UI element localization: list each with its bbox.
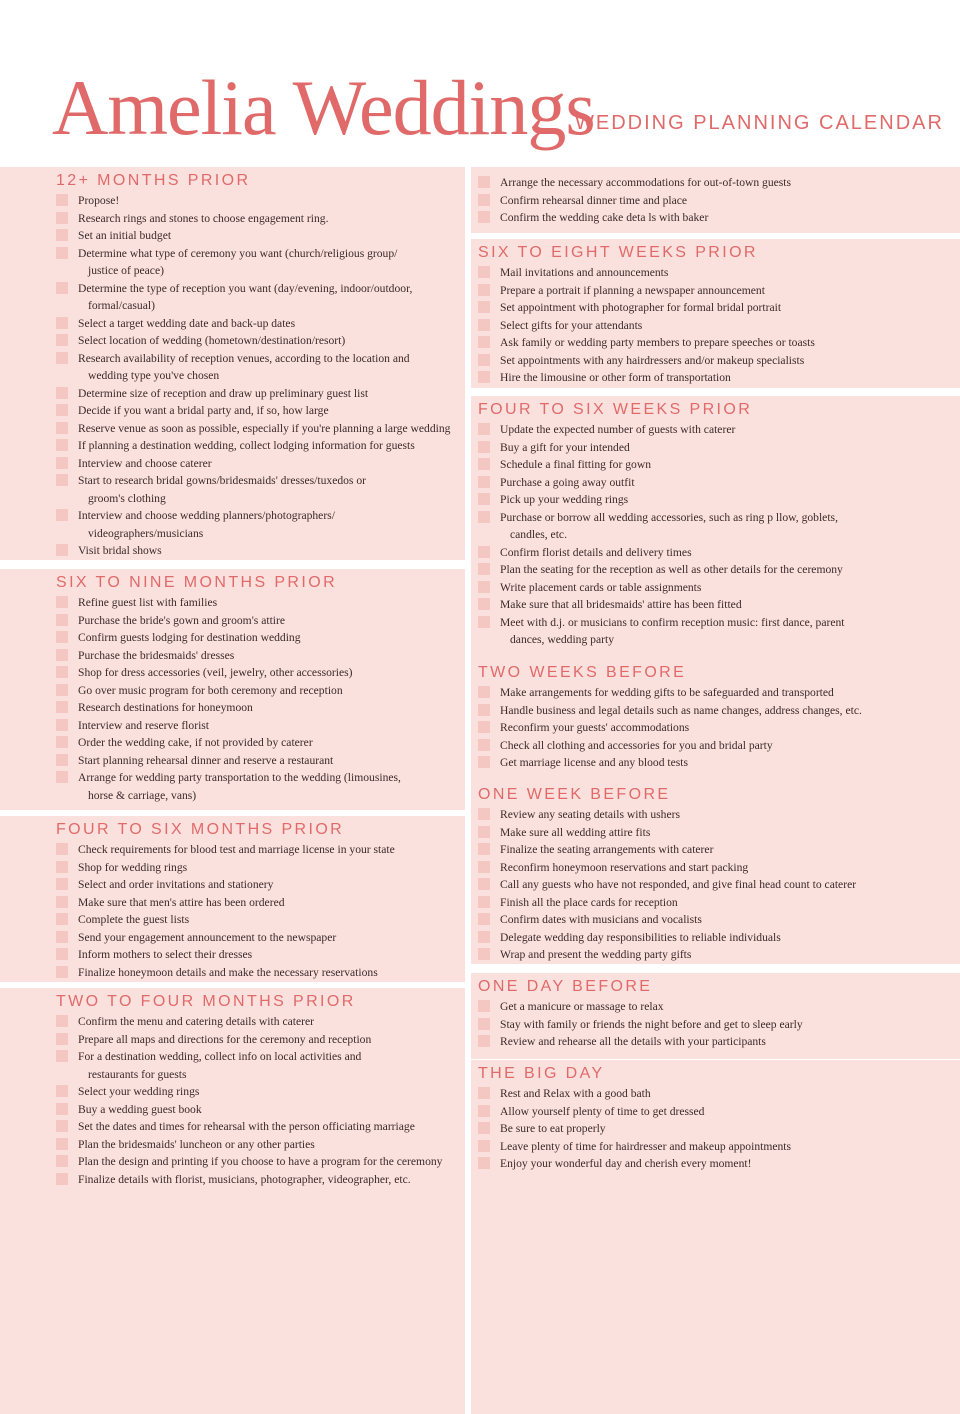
checkbox[interactable]	[478, 266, 490, 278]
item-text: Arrange the necessary accommodations for out-of-town guests	[500, 176, 792, 189]
checklist-item	[56, 402, 465, 420]
checkbox[interactable]	[56, 861, 68, 873]
item-text: Complete the guest lists	[78, 913, 190, 926]
checklist-item	[56, 1013, 465, 1031]
checklist-item	[478, 209, 960, 227]
checklist-item	[478, 509, 960, 544]
checkbox[interactable]	[478, 301, 490, 313]
checkbox[interactable]	[478, 581, 490, 593]
checklist-item	[56, 929, 465, 947]
checkbox[interactable]	[56, 334, 68, 346]
checklist-item	[56, 769, 465, 804]
checklist-item	[56, 1171, 465, 1189]
checklist-item	[478, 719, 960, 737]
checkbox[interactable]	[56, 1155, 68, 1167]
item-text: Determine what type of ceremony you want (church/religious group/	[78, 246, 398, 260]
item-text: Set appointments with any hairdressers and/or makeup specialists	[500, 353, 805, 367]
checkbox[interactable]	[56, 457, 68, 469]
checkbox[interactable]	[56, 966, 68, 978]
checkbox[interactable]	[478, 931, 490, 943]
checklist-item	[56, 612, 465, 630]
checklist-item	[478, 894, 960, 912]
checkbox[interactable]	[56, 1050, 68, 1062]
checklist-item	[478, 317, 960, 335]
checkbox[interactable]	[478, 336, 490, 348]
checkbox[interactable]	[56, 913, 68, 925]
checklist-item	[478, 1155, 960, 1173]
item-text: Finish all the place cards for reception	[500, 895, 678, 909]
section-title: ONE WEEK BEFORE	[478, 786, 671, 803]
checkbox[interactable]	[56, 387, 68, 399]
checklist-item	[56, 876, 465, 894]
calendar-section	[0, 167, 465, 560]
item-text: Select gifts for your attendants	[500, 318, 643, 332]
item-text: Be sure to eat properly	[500, 1122, 606, 1135]
checklist-item	[478, 439, 960, 457]
checkbox[interactable]	[478, 194, 490, 206]
checkbox[interactable]	[478, 878, 490, 890]
item-text: Hire the limousine or other form of transportation	[500, 371, 731, 384]
checkbox[interactable]	[56, 948, 68, 960]
checklist-item	[56, 315, 465, 333]
checkbox[interactable]	[56, 194, 68, 206]
checkbox[interactable]	[56, 1138, 68, 1150]
item-text: Confirm guests lodging for destination wedding	[78, 631, 301, 644]
checklist-item	[478, 299, 960, 317]
checkbox[interactable]	[56, 596, 68, 608]
item-text: Interview and choose caterer	[78, 456, 212, 470]
checkbox[interactable]	[56, 229, 68, 241]
checkbox[interactable]	[478, 686, 490, 698]
item-text: Make sure all wedding attire fits	[500, 825, 651, 839]
checklist-item	[478, 614, 960, 649]
section-title: SIX TO EIGHT WEEKS PRIOR	[478, 244, 758, 261]
checkbox[interactable]	[56, 896, 68, 908]
item-text: Select a target wedding date and back-up dates	[78, 316, 296, 330]
item-text: Finalize details with florist, musicians, photographer, videographer, etc.	[78, 1172, 411, 1186]
checklist-item	[56, 542, 465, 560]
checklist-item	[56, 911, 465, 929]
item-text-continued: videographers/musicians	[88, 526, 204, 540]
checklist-item	[56, 192, 465, 210]
item-text: Purchase or borrow all wedding accessories, such as ring p llow, goblets,	[500, 510, 838, 524]
checkbox[interactable]	[56, 1120, 68, 1132]
checkbox[interactable]	[56, 701, 68, 713]
checkbox[interactable]	[478, 1018, 490, 1030]
item-text: Shop for wedding rings	[78, 860, 188, 874]
checkbox[interactable]	[56, 771, 68, 783]
item-text: Make sure that all bridesmaids' attire has been fitted	[500, 598, 742, 611]
checkbox[interactable]	[478, 1157, 490, 1169]
item-text: Handle business and legal details such as name changes, address changes, etc.	[500, 703, 862, 717]
item-text-continued: restaurants for guests	[88, 1067, 187, 1081]
checklist-item	[478, 876, 960, 894]
calendar-section	[471, 781, 960, 964]
checkbox[interactable]	[478, 826, 490, 838]
checklist-item	[56, 717, 465, 735]
item-text: Confirm the wedding cake deta ls with baker	[500, 211, 709, 224]
checkbox[interactable]	[478, 493, 490, 505]
item-text: Start planning rehearsal dinner and reserve a restaurant	[78, 753, 334, 767]
checkbox[interactable]	[56, 317, 68, 329]
checklist-item	[56, 1136, 465, 1154]
item-text: Select location of wedding (hometown/destination/resort)	[78, 334, 346, 347]
checkbox[interactable]	[478, 704, 490, 716]
item-text: Schedule a final fitting for gown	[500, 458, 652, 471]
item-text: Determine size of reception and draw up preliminary guest list	[78, 386, 369, 400]
item-text: Reconfirm your guests' accommodations	[500, 721, 690, 734]
checkbox[interactable]	[478, 616, 490, 628]
checkbox[interactable]	[478, 1000, 490, 1012]
item-text: Reconfirm honeymoon reservations and start packing	[500, 860, 749, 874]
checkbox[interactable]	[56, 1033, 68, 1045]
checklist-item	[478, 1120, 960, 1138]
checkbox[interactable]	[478, 211, 490, 223]
checkbox[interactable]	[56, 247, 68, 259]
checkbox[interactable]	[56, 1103, 68, 1115]
checkbox[interactable]	[478, 739, 490, 751]
item-text-continued: dances, wedding party	[510, 633, 614, 646]
calendar-section	[0, 988, 465, 1414]
checklist-item	[478, 754, 960, 772]
item-text: For a destination wedding, collect info on local activities and	[78, 1050, 362, 1063]
item-text: Ask family or wedding party members to prepare speeches or toasts	[500, 336, 815, 349]
checklist-item	[56, 280, 465, 315]
checklist-item	[478, 474, 960, 492]
checkbox[interactable]	[56, 736, 68, 748]
checkbox[interactable]	[56, 631, 68, 643]
item-text: Call any guests who have not responded, and give final head count to caterer	[500, 878, 857, 891]
item-text: Review and rehearse all the details with your participants	[500, 1035, 766, 1048]
checklist-item	[478, 998, 960, 1016]
item-text-continued: groom's clothing	[88, 491, 166, 505]
checkbox[interactable]	[56, 474, 68, 486]
checklist-item	[56, 332, 465, 350]
checklist-item	[478, 1033, 960, 1051]
section-title: ONE DAY BEFORE	[478, 978, 653, 995]
item-text: Research rings and stones to choose engagement ring.	[78, 211, 329, 225]
checklist-item	[56, 734, 465, 752]
checklist-item	[478, 456, 960, 474]
item-text: Leave plenty of time for hairdresser and makeup appointments	[500, 1139, 792, 1153]
checkbox[interactable]	[56, 649, 68, 661]
item-text: Finalize the seating arrangements with caterer	[500, 843, 714, 856]
item-text: Interview and choose wedding planners/photographers/	[78, 509, 335, 522]
checkbox[interactable]	[56, 931, 68, 943]
checkbox[interactable]	[56, 282, 68, 294]
checkbox[interactable]	[56, 439, 68, 451]
item-text: Send your engagement announcement to the newspaper	[78, 930, 337, 944]
checklist-item	[478, 929, 960, 947]
checkbox[interactable]	[478, 948, 490, 960]
checklist-item	[478, 702, 960, 720]
item-text: Get marriage license and any blood tests	[500, 756, 689, 769]
item-text: Propose!	[78, 194, 120, 207]
item-text: Prepare a portrait if planning a newspaper announcement	[500, 283, 765, 297]
checkbox[interactable]	[56, 1015, 68, 1027]
checkbox[interactable]	[56, 684, 68, 696]
page-subtitle: WEDDING PLANNING CALENDAR	[575, 112, 944, 134]
item-text: Determine the type of reception you want (day/evening, indoor/outdoor,	[78, 281, 413, 295]
checkbox[interactable]	[478, 476, 490, 488]
item-text: Go over music program for both ceremony and reception	[78, 683, 343, 697]
item-text-continued: horse & carriage, vans)	[88, 788, 197, 802]
item-text: Refine guest list with families	[78, 596, 218, 609]
section-title: FOUR TO SIX MONTHS PRIOR	[56, 821, 345, 838]
item-text: Purchase a going away outfit	[500, 475, 635, 489]
item-text: Rest and Relax with a good bath	[500, 1087, 651, 1100]
checkbox[interactable]	[56, 754, 68, 766]
item-text: Interview and reserve florist	[78, 718, 210, 732]
checklist-item	[478, 192, 960, 210]
item-text: Visit bridal shows	[78, 544, 162, 557]
calendar-section	[471, 1060, 960, 1414]
checklist-item	[478, 579, 960, 597]
checklist-item	[56, 699, 465, 717]
item-text-continued: wedding type you've chosen	[88, 369, 220, 382]
item-text: Confirm rehearsal dinner time and place	[500, 193, 688, 207]
item-text: Set the dates and times for rehearsal with the person officiating marriage	[78, 1120, 415, 1133]
checklist-item	[478, 421, 960, 439]
checklist-item	[478, 334, 960, 352]
checklist-item	[56, 894, 465, 912]
item-text: Delegate wedding day responsibilities to reliable individuals	[500, 930, 781, 944]
item-text: Set an initial budget	[78, 229, 172, 242]
checkbox[interactable]	[478, 1035, 490, 1047]
checkbox[interactable]	[478, 284, 490, 296]
item-text: Prepare all maps and directions for the ceremony and reception	[78, 1032, 372, 1046]
item-text: Plan the design and printing if you choose to have a program for the ceremony	[78, 1155, 443, 1168]
checkbox[interactable]	[56, 719, 68, 731]
checklist-item	[56, 859, 465, 877]
checklist-item	[478, 1085, 960, 1103]
checklist-item	[56, 841, 465, 859]
checklist-item	[56, 664, 465, 682]
item-text-continued: justice of peace)	[88, 264, 164, 277]
section-title: TWO TO FOUR MONTHS PRIOR	[56, 993, 356, 1010]
item-text: If planning a destination wedding, collect lodging information for guests	[78, 439, 415, 452]
item-text: Pick up your wedding rings	[500, 493, 629, 506]
page-header	[0, 0, 960, 165]
checklist-item	[56, 385, 465, 403]
calendar-section	[471, 239, 960, 388]
checklist-item	[56, 1048, 465, 1083]
item-text: Check requirements for blood test and marriage license in your state	[78, 843, 395, 856]
checkbox[interactable]	[478, 1122, 490, 1134]
checklist-item	[478, 369, 960, 387]
checklist-item	[478, 1138, 960, 1156]
checkbox[interactable]	[56, 404, 68, 416]
item-text: Stay with family or friends the night before and get to sleep early	[500, 1017, 803, 1031]
item-text: Meet with d.j. or musicians to confirm reception music: first dance, parent	[500, 615, 845, 629]
checkbox[interactable]	[478, 441, 490, 453]
checkbox[interactable]	[478, 913, 490, 925]
checkbox[interactable]	[478, 1140, 490, 1152]
calendar-section	[0, 569, 465, 810]
checkbox[interactable]	[478, 861, 490, 873]
checklist-item	[56, 350, 465, 385]
checkbox[interactable]	[56, 422, 68, 434]
checklist-item	[478, 841, 960, 859]
calendar-section	[471, 659, 960, 772]
checkbox[interactable]	[56, 544, 68, 556]
checklist-item	[56, 946, 465, 964]
checkbox[interactable]	[56, 843, 68, 855]
checklist-item	[56, 682, 465, 700]
checkbox[interactable]	[478, 896, 490, 908]
item-text: Plan the seating for the reception as well as other details for the ceremony	[500, 563, 843, 576]
checklist-item	[478, 352, 960, 370]
checklist-item	[478, 174, 960, 192]
checklist-item	[56, 227, 465, 245]
checklist-item	[478, 544, 960, 562]
checklist-item	[478, 684, 960, 702]
checkbox[interactable]	[56, 212, 68, 224]
checkbox[interactable]	[478, 721, 490, 733]
checklist-item	[478, 946, 960, 964]
item-text: Decide if you want a bridal party and, if so, how large	[78, 404, 329, 417]
checklist-item	[56, 245, 465, 280]
checklist-item	[56, 507, 465, 542]
calendar-section	[471, 973, 960, 1059]
checkbox[interactable]	[478, 546, 490, 558]
calendar-section	[0, 816, 465, 982]
checkbox[interactable]	[478, 1087, 490, 1099]
checkbox[interactable]	[56, 1085, 68, 1097]
checklist-item	[478, 1103, 960, 1121]
item-text: Arrange for wedding party transportation to the wedding (limousines,	[78, 771, 401, 784]
item-text: Review any seating details with ushers	[500, 808, 680, 821]
item-text: Select your wedding rings	[78, 1085, 200, 1098]
checkbox[interactable]	[478, 458, 490, 470]
checkbox[interactable]	[478, 319, 490, 331]
item-text: Purchase the bride's gown and groom's attire	[78, 613, 286, 627]
checklist-item	[478, 737, 960, 755]
checkbox[interactable]	[478, 371, 490, 383]
item-text: Confirm dates with musicians and vocalists	[500, 913, 702, 926]
checklist-item	[56, 210, 465, 228]
checklist-item	[478, 859, 960, 877]
checklist-item	[478, 824, 960, 842]
calendar-section	[471, 167, 960, 233]
item-text: Shop for dress accessories (veil, jewelry, other accessories)	[78, 666, 353, 679]
checkbox[interactable]	[56, 509, 68, 521]
checklist-item	[56, 1153, 465, 1171]
item-text: Select and order invitations and stationery	[78, 878, 274, 891]
checkbox[interactable]	[56, 878, 68, 890]
item-text: Check all clothing and accessories for you and bridal party	[500, 738, 773, 752]
checklist-item	[56, 1101, 465, 1119]
checklist-item	[56, 647, 465, 665]
item-text: Buy a gift for your intended	[500, 440, 630, 454]
checklist-item	[478, 561, 960, 579]
checkbox[interactable]	[56, 614, 68, 626]
checkbox[interactable]	[478, 808, 490, 820]
item-text: Wrap and present the wedding party gifts	[500, 948, 692, 961]
item-text: Research availability of reception venues, according to the location and	[78, 351, 410, 365]
item-text: Make arrangements for wedding gifts to be safeguarded and transported	[500, 686, 834, 699]
checklist-item	[478, 806, 960, 824]
item-text: Buy a wedding guest book	[78, 1102, 202, 1116]
item-text: Finalize honeymoon details and make the necessary reservations	[78, 965, 378, 979]
item-text: Write placement cards or table assignments	[500, 580, 702, 594]
checklist-item	[56, 472, 465, 507]
checkbox[interactable]	[478, 354, 490, 366]
item-text: Start to research bridal gowns/bridesmaids' dresses/tuxedos or	[78, 474, 367, 487]
item-text: Order the wedding cake, if not provided by caterer	[78, 736, 313, 749]
checkbox[interactable]	[478, 176, 490, 188]
checklist-item	[56, 1118, 465, 1136]
checklist-item	[56, 420, 465, 438]
checkbox[interactable]	[478, 1105, 490, 1117]
checkbox[interactable]	[478, 843, 490, 855]
checklist-item	[478, 282, 960, 300]
checkbox[interactable]	[478, 756, 490, 768]
checklist-item	[56, 752, 465, 770]
item-text: Reserve venue as soon as possible, especially if you're planning a large wedding	[78, 421, 451, 435]
item-text-continued: formal/casual)	[88, 299, 155, 312]
item-text: Confirm the menu and catering details with caterer	[78, 1015, 314, 1028]
item-text: Update the expected number of guests with caterer	[500, 423, 736, 436]
item-text: Confirm florist details and delivery times	[500, 545, 692, 559]
item-text: Make sure that men's attire has been ordered	[78, 895, 285, 909]
section-title: 12+ MONTHS PRIOR	[56, 172, 251, 189]
checklist-item	[56, 964, 465, 982]
section-title: THE BIG DAY	[478, 1065, 605, 1082]
checklist-item	[56, 1083, 465, 1101]
item-text: Set appointment with photographer for formal bridal portrait	[500, 301, 782, 314]
checklist-item	[56, 1031, 465, 1049]
checklist-item	[56, 629, 465, 647]
checklist-item	[56, 455, 465, 473]
brand-logo-text: Amelia Weddings	[52, 64, 595, 151]
checklist-item	[56, 437, 465, 455]
item-text: Allow yourself plenty of time to get dressed	[500, 1104, 705, 1118]
checkbox[interactable]	[478, 423, 490, 435]
checklist-item	[478, 596, 960, 614]
checklist-item	[478, 491, 960, 509]
item-text: Inform mothers to select their dresses	[78, 948, 253, 961]
item-text: Purchase the bridesmaids' dresses	[78, 648, 235, 662]
checklist-item	[478, 1016, 960, 1034]
item-text: Plan the bridesmaids' luncheon or any other parties	[78, 1137, 315, 1151]
checklist-item	[478, 911, 960, 929]
checkbox[interactable]	[478, 563, 490, 575]
section-title: FOUR TO SIX WEEKS PRIOR	[478, 401, 753, 418]
item-text: Research destinations for honeymoon	[78, 701, 253, 714]
item-text: Mail invitations and announcements	[500, 266, 669, 279]
checkbox[interactable]	[478, 511, 490, 523]
checkbox[interactable]	[56, 1173, 68, 1185]
checkbox[interactable]	[56, 352, 68, 364]
item-text-continued: candles, etc.	[510, 528, 567, 541]
checkbox[interactable]	[478, 598, 490, 610]
section-title: TWO WEEKS BEFORE	[478, 664, 687, 681]
item-text: Enjoy your wonderful day and cherish every moment!	[500, 1157, 752, 1170]
checkbox[interactable]	[56, 666, 68, 678]
item-text: Get a manicure or massage to relax	[500, 1000, 664, 1013]
section-title: SIX TO NINE MONTHS PRIOR	[56, 574, 338, 591]
checklist-item	[56, 594, 465, 612]
checklist-item	[478, 264, 960, 282]
